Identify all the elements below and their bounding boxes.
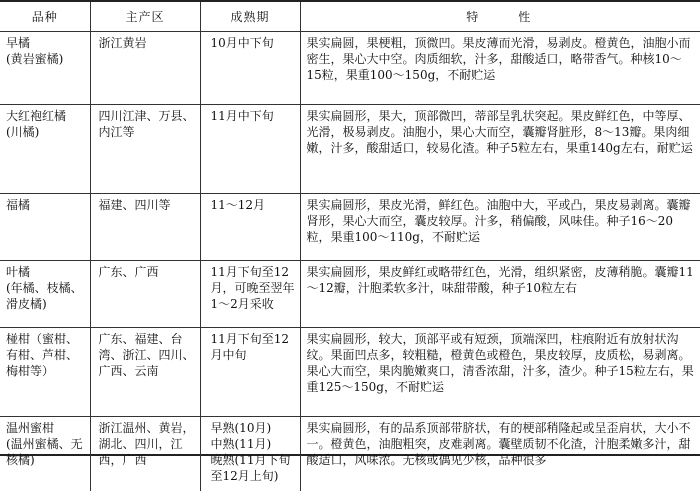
- features-cell: 果实扁圆，果梗粗，顶微凹。果皮薄而光滑，易剥皮。橙黄色，油胞小而密生，果心大中空。肉质细软，汁多，甜酸适口，略带香气。种核10～15粒，果重100～150g，不耐贮运: [300, 32, 700, 105]
- features-cell: 果实扁圆形，有的品系顶部带脐状，有的梗部稍隆起或呈歪肩状，大小不一。橙黄色，油胞粗突，皮难剥离。囊壁质韧不化渣，汁胞柔嫩多汁，甜酸适口，风味浓。无核或偶见少核，品种很多: [300, 417, 700, 491]
- table-row: [0, 194, 700, 261]
- citrus-varieties-table: [0, 2, 700, 491]
- features-cell: 果实扁圆形，果大，顶部微凹，蒂部呈乳状突起。果皮鲜红色，中等厚、光滑，极易剥皮。油胞小，果心大而空，囊瓣肾脏形，8～13瓣。果肉细嫩，汁多，酸甜适口，较易化渣。种子5粒左右，果重140g左右，耐贮运: [300, 105, 700, 194]
- region-cell: 福建、四川等: [90, 194, 200, 261]
- season-cell: 11月下旬至12月中旬: [200, 328, 300, 417]
- variety-cell: 福橘: [0, 194, 90, 261]
- table-row: [0, 32, 700, 105]
- region-cell: 四川江津、万县、内江等: [90, 105, 200, 194]
- header-row: [0, 2, 700, 32]
- table-row: [0, 105, 700, 194]
- features-cell: 果实扁圆形，果皮鲜红或略带红色，光滑，组织紧密，皮薄稍脆。囊瓣11～12瓣，汁胞柔软多汁，味甜带酸，种子10粒左右: [300, 261, 700, 328]
- season-cell: 11月中下旬: [200, 105, 300, 194]
- variety-cell: 叶橘 (年橘、枝橘、滑皮橘): [0, 261, 90, 328]
- header-variety: 品种: [0, 2, 90, 32]
- season-cell: 11～12月: [200, 194, 300, 261]
- header-region: 主产区: [90, 2, 200, 32]
- season-cell: 早熟(10月) 中熟(11月) 晚熟(11月下旬至12月上旬): [200, 417, 300, 491]
- variety-cell: 大红袍红橘 (川橘): [0, 105, 90, 194]
- season-cell: 11月下旬至12月，可晚至翌年1～2月采收: [200, 261, 300, 328]
- table-row: [0, 328, 700, 417]
- header-season: 成熟期: [200, 2, 300, 32]
- variety-cell: 温州蜜柑 (温州蜜橘、无核橘): [0, 417, 90, 491]
- season-cell: 10月中下旬: [200, 32, 300, 105]
- variety-cell: 椪柑（蜜柑、有柑、芦柑、梅柑等）: [0, 328, 90, 417]
- header-features: 特性: [300, 2, 700, 32]
- region-cell: 浙江黄岩: [90, 32, 200, 105]
- features-cell: 果实扁圆形，果皮光滑，鲜红色。油胞中大，平或凸，果皮易剥离。囊瓣肾形，果心大而空，囊皮较厚。汁多，稍偏酸，风味佳。种子16～20粒，果重100～110g，不耐贮运: [300, 194, 700, 261]
- region-cell: 广东、福建、台湾、浙江、四川、广西、云南: [90, 328, 200, 417]
- features-cell: 果实扁圆形，较大，顶部平或有短颈，顶端深凹，柱痕附近有放射状沟纹。果面凹点多，较粗糙，橙黄色或橙色，果皮较厚，皮质松，易剥离。果心大而空，果肉脆嫩爽口，清香浓甜，汁多，渣少。种子15粒左右，果重125～150g，不耐贮运: [300, 328, 700, 417]
- variety-cell: 早橘 (黄岩蜜橘): [0, 32, 90, 105]
- region-cell: 浙江温州、黄岩，湖北、四川，江西，广西: [90, 417, 200, 491]
- table-row: [0, 261, 700, 328]
- table-row: [0, 417, 700, 491]
- region-cell: 广东、广西: [90, 261, 200, 328]
